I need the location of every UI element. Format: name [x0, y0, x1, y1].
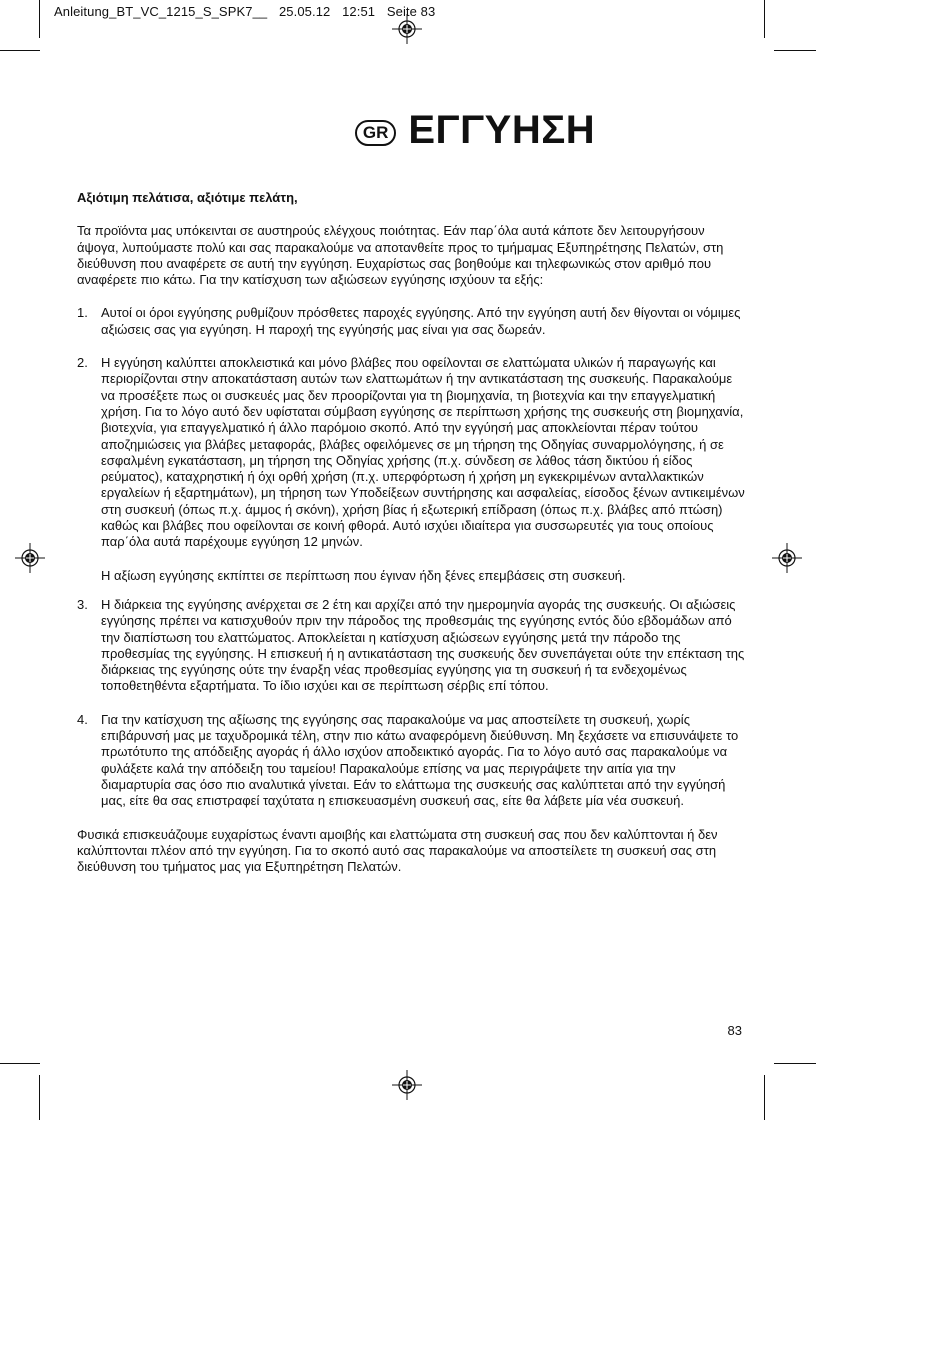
crop-mark-top-left-v [39, 0, 40, 38]
crop-mark-bottom-left-h [0, 1063, 40, 1064]
list-item-note: Η αξίωση εγγύησης εκπίπτει σε περίπτωση που έγιναν ήδη ξένες επεμβάσεις στη συσκευή. [101, 567, 626, 583]
list-item-number: 1. [77, 305, 88, 321]
header-date: 25.05.12 [278, 4, 331, 19]
registration-mark-icon [392, 14, 422, 44]
list-item-text: Αυτοί οι όροι εγγύησης ρυθμίζουν πρόσθετες παροχές εγγύησης. Από την εγγύηση αυτή δεν θίγονται οι νόμιμες αξιώσεις σας για εγγύηση. Η παροχή της εγγύησής μας είναι για σας δωρεάν. [101, 305, 741, 337]
page-number: 83 [727, 1023, 742, 1038]
language-badge: GR [355, 120, 397, 146]
crop-mark-bottom-right-h [774, 1063, 816, 1064]
list-item [77, 597, 745, 695]
intro-paragraph: Τα προϊόντα μας υπόκεινται σε αυστηρούς ελέγχους ποιότητας. Εάν παρ΄όλα αυτά κάποτε δεν λειτουργήσουν άψογα, λυπούμαστε πολύ και σας παρακαλούμε να αποτανθείτε προς το τμήμαμας Εξυπηρέτησης Πελατών, στη διεύθυνση που αναφέρετε σε αυτή την εγγύηση. Ευχαρίστως σας βοηθούμε και τηλεφωνικώς στον αριθμό που αναφέρετε πιο κάτω. Για την κατίσχυση των αξιώσεων εγγύησης ισχύουν τα εξής: [77, 223, 724, 288]
registration-mark-icon [772, 543, 802, 573]
title-block [0, 108, 950, 153]
list-item [77, 712, 745, 810]
crop-mark-top-right-h [774, 50, 816, 51]
header-filename: Anleitung_BT_VC_1215_S_SPK7__ [54, 4, 268, 19]
header-time: 12:51 [342, 4, 376, 19]
list-item-text: Για την κατίσχυση της αξίωσης της εγγύησης σας παρακαλούμε να μας αποστείλετε τη συσκευή, χωρίς επιβάρυνσή μας με ταχυδρομικά τέλη, στην πιο κάτω αναφερόμενη διεύθυνση. Μη ξεχάσετε να επισυνάψετε το πρωτότυπο της απόδειξης αγοράς ή άλλο ισχύον αποδεικτικό αγοράς. Για το λόγο αυτό σας παρακαλούμε να φυλάξετε καλά την απόδειξη του ταμείου! Παρακαλούμε επίσης να μας περιγράψετε την αιτία για την διαμαρτυρία σας όσο πιο αναλυτικά γίνεται. Εάν το ελάττωμα της συσκευής σας καλύπτεται από την εγγύησή μας, είτε θα σας επιστραφεί ταχύτατα η επισκευασμένη συσκευή σας, είτε θα λάβετε μία νέα συσκευή. [101, 711, 739, 809]
crop-mark-top-left-h [0, 50, 40, 51]
list-item-number: 4. [77, 711, 88, 727]
closing-paragraph: Φυσικά επισκευάζουμε ευχαρίστως έναντι αμοιβής και ελαττώματα στη συσκευή σας που δεν καλύπτονται ή δεν καλύπτονται πλέον από την εγγύηση. Για το σκοπό αυτό σας παρακαλούμε να αποστείλετε τη συσκευή σας στη διεύθυνση του τμήματος μας για Εξυπηρέτηση Πελατών. [77, 826, 718, 875]
registration-mark-icon [392, 1070, 422, 1100]
crop-mark-bottom-left-v [39, 1075, 40, 1120]
registration-mark-icon [15, 543, 45, 573]
crop-mark-bottom-right-v [764, 1075, 765, 1120]
list-item-number: 3. [77, 596, 88, 612]
print-header [54, 4, 443, 19]
crop-mark-top-right-v [764, 0, 765, 38]
list-item [77, 355, 745, 551]
header-page-label: Seite 83 [386, 4, 436, 19]
page-title: ΕΓΓΥΗΣΗ [408, 108, 596, 152]
list-item-text: Η εγγύηση καλύπτει αποκλειστικά και μόνο βλάβες που οφείλονται σε ελαττώματα υλικών ή παραγωγής και περιορίζονται στην αποκατάσταση αυτών των ελαττωμάτων ή την αντικατάσταση της συσκευής. Παρακαλούμε να προσέξετε πως οι συσκευές μας δεν προορίζονται για τη βιομηχανία, τη βιοτεχνία και την επαγγελματική χρήση. Για το λόγο αυτό δεν υφίσταται σύμβαση εγγύησης σε περίπτωση χρήσης της συσκευής στη βιομηχανία, βιοτεχνία, για επαγγελματικό ή άλλο παρόμοιο σκοπό. Από την εγγύησή μας αποκλείονται πέραν τούτου αποζημιώσεις για βλάβες μεταφοράς, βλάβες οφειλόμενες σε μη τήρηση της Οδηγίας συναρμολόγησης, ή σε εσφαλμένη εγκατάσταση, μη τήρηση της Οδηγίας χρήσης (π.χ. σύνδεση σε λάθος τάση δικτύου ή είδος ρεύματος), καταχρηστική ή όχι ορθή χρήση (π.χ. υπερφόρτωση ή χρήση μη εγκεκριμένων ανταλλακτικών εργαλείων ή εξαρτημάτων), μη τήρηση των Υποδείξεων συντήρησης και ασφαλείας, είσοδος ξένων αντικειμένων στη συσκευή (όπως π.χ. άμμος ή σκόνη), χρήση βίας ή εξωτερική επίδραση (όπως π.χ. βλάβες από πτώση) καθώς και βλάβες που οφείλονται σε κοινή φθορά. Αυτό ισχύει ιδιαίτερα για συσσωρευτές για τους οποίους παρ΄όλα αυτά παρέχουμε εγγύηση 12 μηνών. [101, 355, 745, 550]
salutation: Αξιότιμη πελάτισα, αξιότιμε πελάτη, [77, 190, 298, 205]
list-item-number: 2. [77, 355, 88, 371]
list-item-text: Η διάρκεια της εγγύησης ανέρχεται σε 2 έτη και αρχίζει από την ημερομηνία αγοράς της συσκευής. Οι αξιώσεις εγγύησης πρέπει να κατισχυθούν πριν την πάροδος της προθεσμάις της εγγύησης εντός δύο εβδομάδων από την διαπίστωση του ελαττώματος. Αποκλείεται η κατίσχυση αξιώσεων εγγύησης μετά την πάροδο της προθεσμίας της εγγύησης. Η επισκευή ή η αντικατάσταση της συσκευής δεν συνεπάγεται ούτε την επέκταση της διάρκειας της εγγύησης ούτε την έναρξη νέας προθεσμίας εγγύησης για τη συσκευή ή τα ενδεχομένως τοποθετηθέντα εξαρτήματα. Το ίδιο ισχύει και σε περίπτωση σέρβις επί τόπου. [101, 596, 745, 694]
document-body [77, 190, 745, 875]
list-item [77, 305, 745, 338]
